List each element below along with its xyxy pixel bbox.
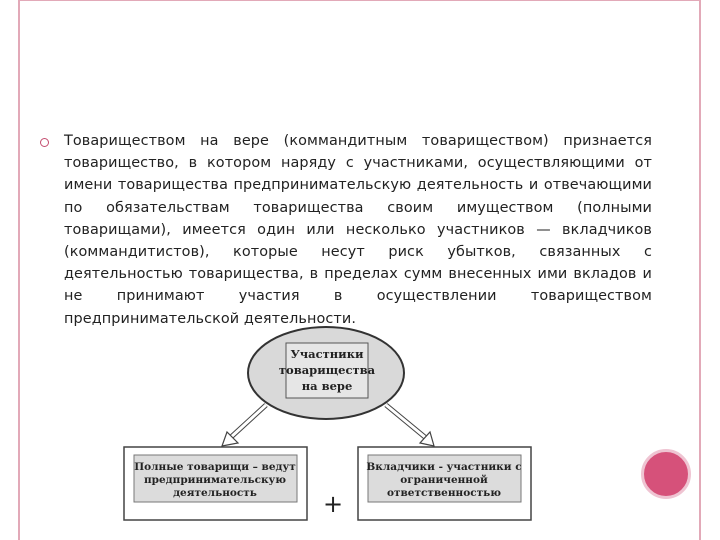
center-label-line-2: товарищества <box>278 363 376 377</box>
left-box-group <box>124 447 307 520</box>
right-box-line-2: ограниченной <box>400 474 488 486</box>
plus-sign: + <box>322 490 344 518</box>
decorative-circle <box>641 449 691 499</box>
left-box-line-2: предпринимательскую <box>143 474 287 486</box>
right-arrow <box>386 405 434 446</box>
left-box-line-1: Полные товарищи – ведут <box>134 461 296 473</box>
right-box-line-1: Вкладчики - участники с <box>366 461 522 473</box>
left-box-line-3: деятельность <box>173 487 257 499</box>
left-arrow <box>222 405 266 446</box>
right-box-group <box>358 447 531 520</box>
center-label-line-3: на вере <box>301 379 353 393</box>
definition-paragraph: Товариществом на вере (коммандитным товариществом) признается товарищество, в котором наряду с участниками, осуществляющими от имени товарищества предпринимательскую деятельность и отвечающими по обязательствам товарищества своим имуществом (полными товарищами), имеется один или несколько участников — вкладчиков (коммандитистов), которые несут риск убытков, связанных с деятельностью товарищества, в пределах сумм внесенных ими вкладов и не принимают участия в осуществлении товариществом предпринимательской деятельности. <box>64 133 652 327</box>
center-label-line-1: Участники <box>290 347 364 361</box>
right-box-line-3: ответственностью <box>386 487 502 499</box>
